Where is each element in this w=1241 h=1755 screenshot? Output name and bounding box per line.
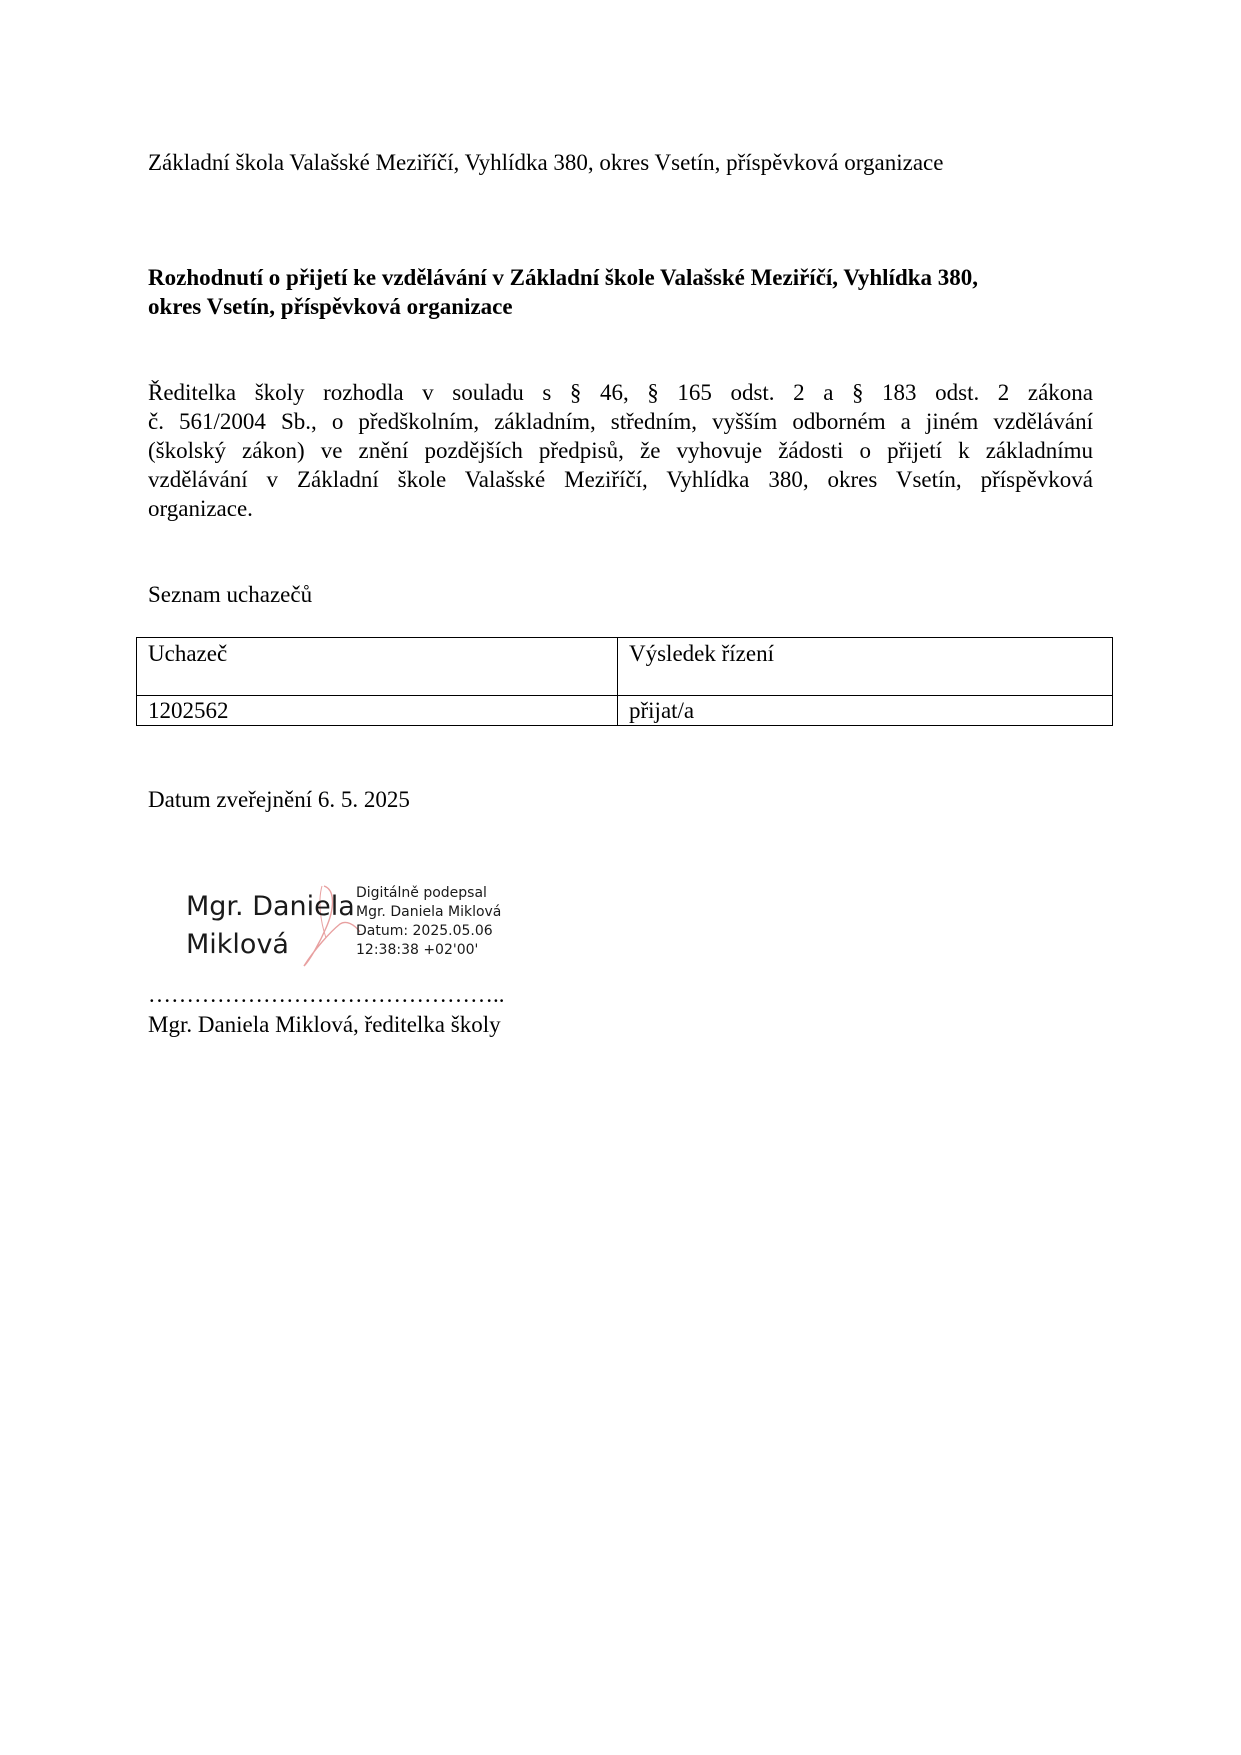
decision-title-line-2: okres Vsetín, příspěvková organizace [148, 294, 513, 319]
decision-body-line: č. 561/2004 Sb., o předškolním, základním, středním, vyšším odborném a jiném vzdělávání [148, 409, 1093, 434]
applicant-list-title: Seznam uchazečů [148, 582, 313, 607]
signature-info-line: Mgr. Daniela Miklová [356, 904, 502, 920]
applicant-table [136, 637, 1113, 726]
column-header-applicant: Uchazeč [137, 638, 618, 696]
applicant-id-cell: 1202562 [137, 696, 618, 726]
decision-body [148, 378, 1093, 523]
table-row [137, 696, 1113, 726]
signature-name [186, 888, 355, 964]
signature-name-line: Miklová [186, 929, 289, 960]
result-cell: přijat/a [618, 696, 1113, 726]
digital-signature-block [186, 880, 526, 980]
decision-body-line: Ředitelka školy rozhodla v souladu s § 46, § 165 odst. 2 a § 183 odst. 2 zákona [148, 380, 1093, 405]
decision-title-line-1: Rozhodnutí o přijetí ke vzdělávání v Základní škole Valašské Meziříčí, Vyhlídka 380, [148, 265, 979, 290]
column-header-result: Výsledek řízení [618, 638, 1113, 696]
decision-body-line: organizace. [148, 496, 253, 521]
school-header: Základní škola Valašské Meziříčí, Vyhlídka 380, okres Vsetín, příspěvková organizace [148, 150, 944, 175]
signature-info [356, 884, 501, 960]
table-header-row [137, 638, 1113, 696]
publication-date: Datum zveřejnění 6. 5. 2025 [148, 787, 410, 812]
signature-dotted-line: ……………………………………….. [148, 982, 505, 1007]
signature-info-line: 12:38:38 +02'00' [356, 942, 479, 958]
signature-name-line: Mgr. Daniela [186, 891, 355, 922]
signature-info-line: Datum: 2025.05.06 [356, 923, 493, 939]
signer-name: Mgr. Daniela Miklová, ředitelka školy [148, 1012, 501, 1037]
decision-body-line: vzdělávání v Základní škole Valašské Meziříčí, Vyhlídka 380, okres Vsetín, příspěvková [148, 467, 1093, 492]
decision-body-line: (školský zákon) ve znění pozdějších předpisů, že vyhovuje žádosti o přijetí k základnímu [148, 438, 1093, 463]
signature-info-line: Digitálně podepsal [356, 885, 487, 901]
